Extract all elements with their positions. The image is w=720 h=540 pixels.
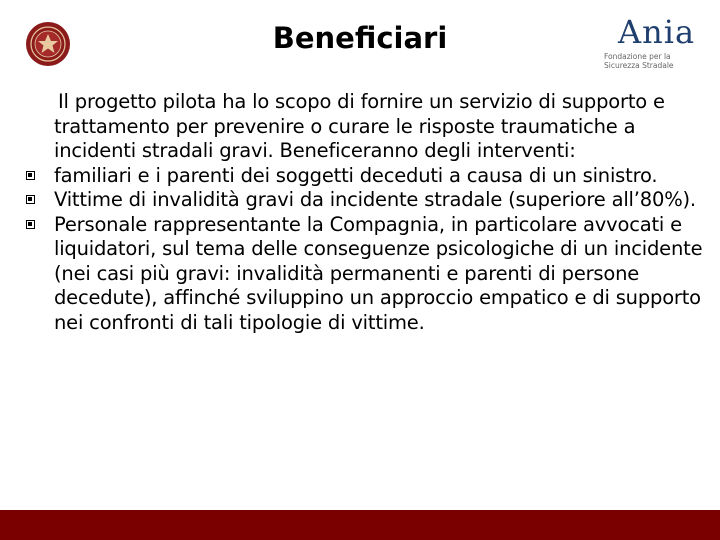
- ania-logo: [598, 12, 702, 72]
- logo-subtitle: Fondazione per la Sicurezza Stradale: [604, 52, 674, 70]
- list-item: [54, 164, 704, 189]
- list-item-text: Personale rappresentante la Compagnia, in particolare avvocati e liquidatori, sul tema delle conseguenze psicologiche di un incidente (nei casi più gravi: invalidità permanenti e parenti di persone decedute), affinché sviluppino un approccio empatico e di supporto nei confronti di tali tipologie di vittime.: [54, 212, 703, 334]
- body-text: [54, 90, 704, 335]
- checkbox-bullet-icon: [26, 171, 35, 180]
- footer-bar: [0, 510, 720, 540]
- list-item: [54, 188, 704, 213]
- intro-paragraph: Il progetto pilota ha lo scopo di fornire un servizio di supporto e trattamento per prevenire o curare le risposte traumatiche a incidenti stradali gravi. Beneficeranno degli interventi:: [54, 90, 665, 162]
- logo-name: Ania: [618, 13, 696, 51]
- checkbox-bullet-icon: [26, 220, 35, 229]
- list-item-text: familiari e i parenti dei soggetti deceduti a causa di un sinistro.: [54, 163, 658, 187]
- page-title: Beneficiari: [272, 21, 448, 55]
- checkbox-bullet-icon: [26, 195, 35, 204]
- list-item-text: Vittime di invalidità gravi da incidente stradale (superiore all’80%).: [54, 188, 696, 211]
- list-item: [54, 213, 704, 336]
